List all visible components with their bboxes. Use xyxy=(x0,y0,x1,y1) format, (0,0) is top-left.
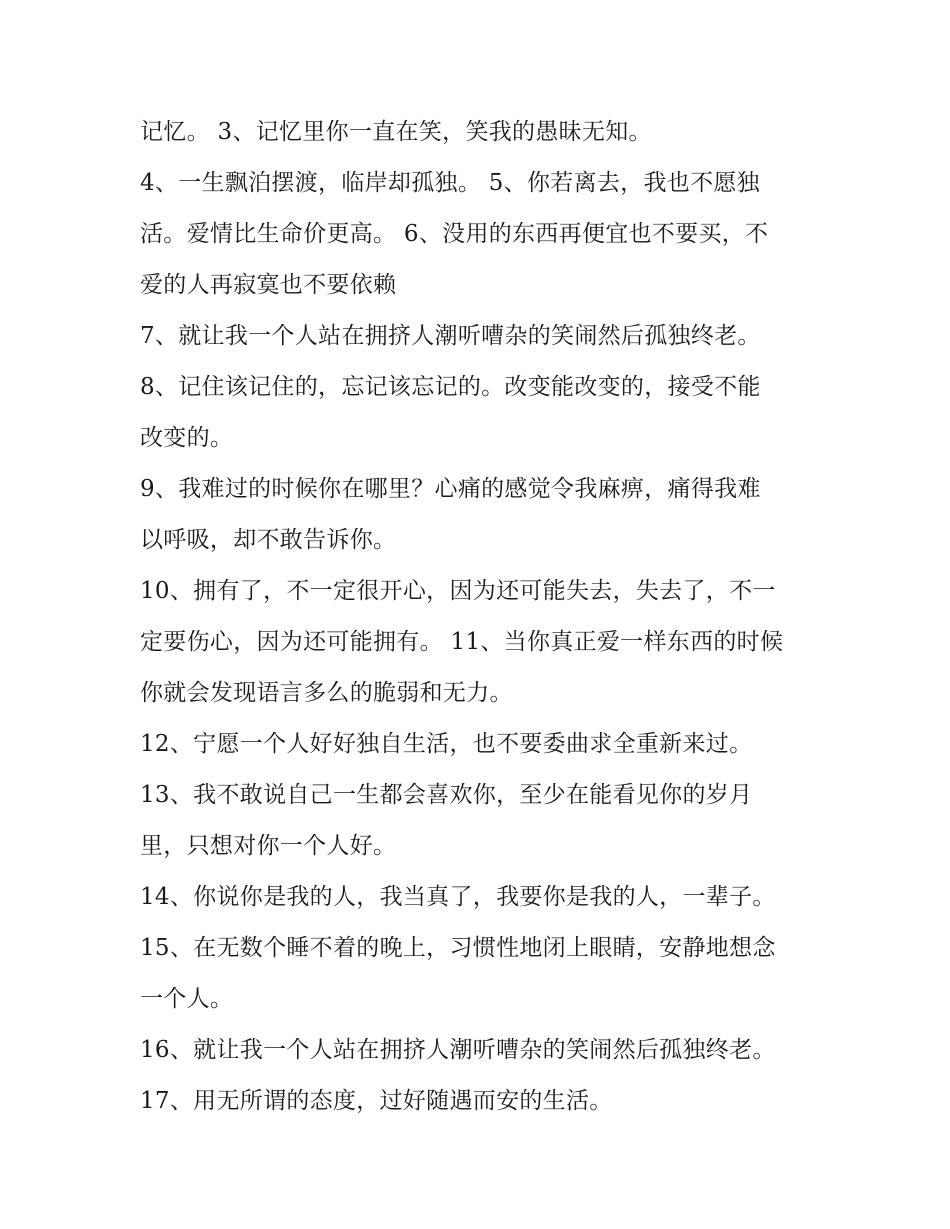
text-line: 17、用无所谓的态度，过好随遇而安的生活。 xyxy=(140,1088,613,1114)
text-line: 活。爱情比生命价更高。 6、没用的东西再便宜也不要买，不 xyxy=(140,221,769,247)
text-line: 改变的。 xyxy=(140,425,234,451)
text-line: 8、记住该记住的，忘记该忘记的。改变能改变的，接受不能 xyxy=(140,374,761,400)
text-line: 13、我不敢说自己一生都会喜欢你，至少在能看见你的岁月 xyxy=(140,782,753,808)
text-line: 定要伤心，因为还可能拥有。 11、当你真正爱一样东西的时候 xyxy=(140,629,784,655)
text-line: 14、你说你是我的人，我当真了，我要你是我的人，一辈子。 xyxy=(140,884,776,910)
text-line: 10、拥有了，不一定很开心，因为还可能失去，失去了，不一 xyxy=(140,578,776,604)
text-line: 你就会发现语言多么的脆弱和无力。 xyxy=(140,680,513,706)
text-line: 15、在无数个睡不着的晚上，习惯性地闭上眼睛，安静地想念 xyxy=(140,935,776,961)
text-line: 爱的人再寂寞也不要依赖 xyxy=(140,272,397,298)
text-line: 9、我难过的时候你在哪里？心痛的感觉令我麻痹，痛得我难 xyxy=(140,476,761,502)
text-line: 12、宁愿一个人好好独自生活，也不要委曲求全重新来过。 xyxy=(140,731,753,757)
text-line: 记忆。 3、记忆里你一直在笑，笑我的愚昧无知。 xyxy=(140,119,652,145)
text-line: 以呼吸，却不敢告诉你。 xyxy=(140,527,397,553)
body-text xyxy=(140,107,820,1127)
text-line: 16、就让我一个人站在拥挤人潮听嘈杂的笑闹然后孤独终老。 xyxy=(140,1037,776,1063)
text-line: 一个人。 xyxy=(140,986,234,1012)
text-line: 7、就让我一个人站在拥挤人潮听嘈杂的笑闹然后孤独终老。 xyxy=(140,323,761,349)
text-line: 里，只想对你一个人好。 xyxy=(140,833,397,859)
text-line: 4、一生飘泊摆渡，临岸却孤独。 5、你若离去，我也不愿独 xyxy=(140,170,760,196)
